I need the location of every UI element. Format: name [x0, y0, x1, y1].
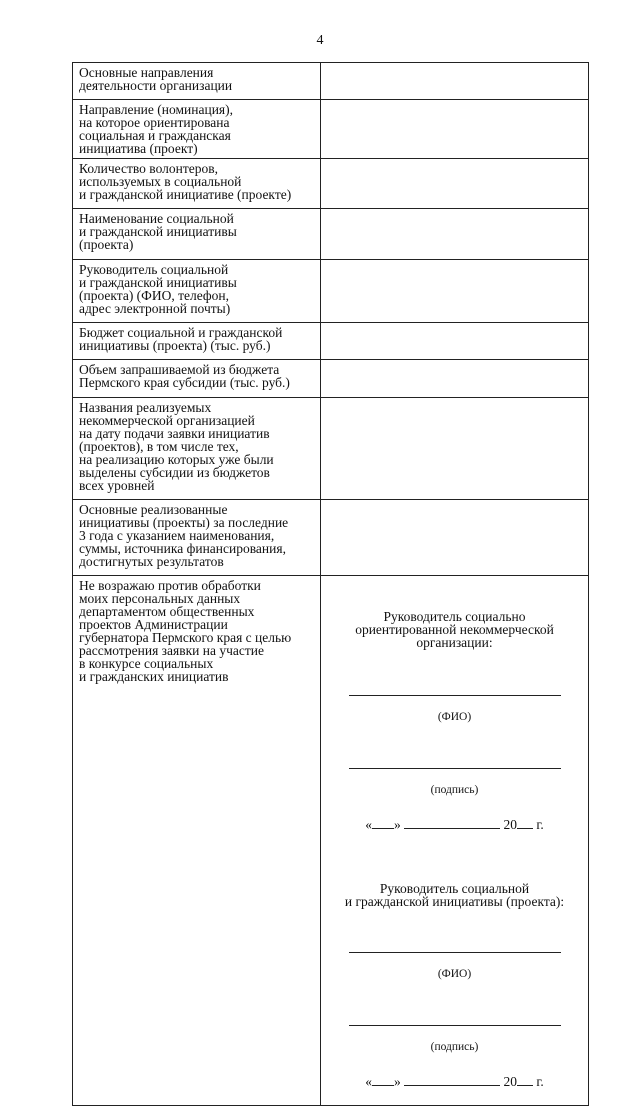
table-row	[73, 159, 589, 209]
table-row	[73, 100, 589, 159]
row-label-budget: Бюджет социальной и гражданской инициативы (проекта) (тыс. руб.)	[73, 323, 321, 360]
fio-caption: (ФИО)	[437, 968, 472, 980]
table-row	[73, 500, 589, 576]
date-month-field[interactable]	[404, 1073, 500, 1086]
date-quote-open: «	[365, 817, 372, 832]
row-label-volunteers: Количество волонтеров, используемых в социальной и гражданской инициативе (проекте)	[73, 159, 321, 209]
row-value-budget[interactable]	[321, 323, 589, 360]
date-year-field[interactable]	[517, 1073, 533, 1086]
table-row	[73, 576, 589, 1106]
signature-caption: (подпись)	[430, 784, 479, 796]
signature-line[interactable]	[349, 754, 561, 769]
row-value-activity-directions[interactable]	[321, 63, 589, 100]
row-value-subsidy-amount[interactable]	[321, 360, 589, 398]
page-number: 4	[316, 33, 324, 48]
signature-line[interactable]	[349, 1011, 561, 1026]
fio-line[interactable]	[349, 938, 561, 953]
row-label-initiative-name: Наименование социальной и гражданской инициативы (проекта)	[73, 209, 321, 260]
date-quote-close: »	[393, 817, 401, 832]
date-day-field[interactable]	[372, 816, 394, 829]
table-row	[73, 209, 589, 260]
row-value-initiative-head[interactable]	[321, 260, 589, 323]
signature-caption: (подпись)	[430, 1041, 479, 1053]
date-year-prefix: 20	[503, 1074, 517, 1089]
fio-caption: (ФИО)	[437, 711, 472, 723]
row-value-completed-initiatives[interactable]	[321, 500, 589, 576]
signature-title-initiative-head: Руководитель социальной и гражданской инициативы (проекта):	[344, 881, 565, 909]
consent-text: Не возражаю против обработки моих персональных данных департаментом общественных проектов Администрации губернатора Пермского края с целью рассмотрения заявки на участие в конкурсе социальных и гражданских инициатив	[73, 576, 321, 1106]
row-label-initiative-head: Руководитель социальной и гражданской инициативы (проекта) (ФИО, телефон, адрес электронной почты)	[73, 260, 321, 323]
table-row	[73, 360, 589, 398]
signature-section	[321, 576, 589, 1106]
date-day-field[interactable]	[372, 1073, 394, 1086]
date-line	[327, 1073, 582, 1089]
table-row	[73, 260, 589, 323]
row-label-current-initiatives: Названия реализуемых некоммерческой организацией на дату подачи заявки инициатив (проектов), в том числе тех, на реализацию которых уже были выделены субсидии из бюджетов всех уровней	[73, 398, 321, 500]
row-label-completed-initiatives: Основные реализованные инициативы (проекты) за последние 3 года с указанием наименования, суммы, источника финансирования, достигнутых результатов	[73, 500, 321, 576]
row-label-subsidy-amount: Объем запрашиваемой из бюджета Пермского края субсидии (тыс. руб.)	[73, 360, 321, 398]
date-year-field[interactable]	[517, 816, 533, 829]
date-year-suffix: г.	[536, 1074, 544, 1089]
row-label-nomination: Направление (номинация), на которое ориентирована социальная и гражданская инициатива (проект)	[73, 100, 321, 159]
date-year-prefix: 20	[503, 817, 517, 832]
table-row	[73, 398, 589, 500]
date-quote-open: «	[365, 1074, 372, 1089]
date-year-suffix: г.	[536, 817, 544, 832]
date-line	[327, 816, 582, 832]
date-month-field[interactable]	[404, 816, 500, 829]
table-row	[73, 323, 589, 360]
application-form-table	[72, 62, 589, 1106]
signature-title-organization-head: Руководитель социально ориентированной некоммерческой организации:	[355, 609, 554, 650]
date-quote-close: »	[393, 1074, 401, 1089]
row-value-current-initiatives[interactable]	[321, 398, 589, 500]
row-label-activity-directions: Основные направления деятельности организации	[73, 63, 321, 100]
row-value-volunteers[interactable]	[321, 159, 589, 209]
row-value-initiative-name[interactable]	[321, 209, 589, 260]
row-value-nomination[interactable]	[321, 100, 589, 159]
fio-line[interactable]	[349, 681, 561, 696]
table-row	[73, 63, 589, 100]
